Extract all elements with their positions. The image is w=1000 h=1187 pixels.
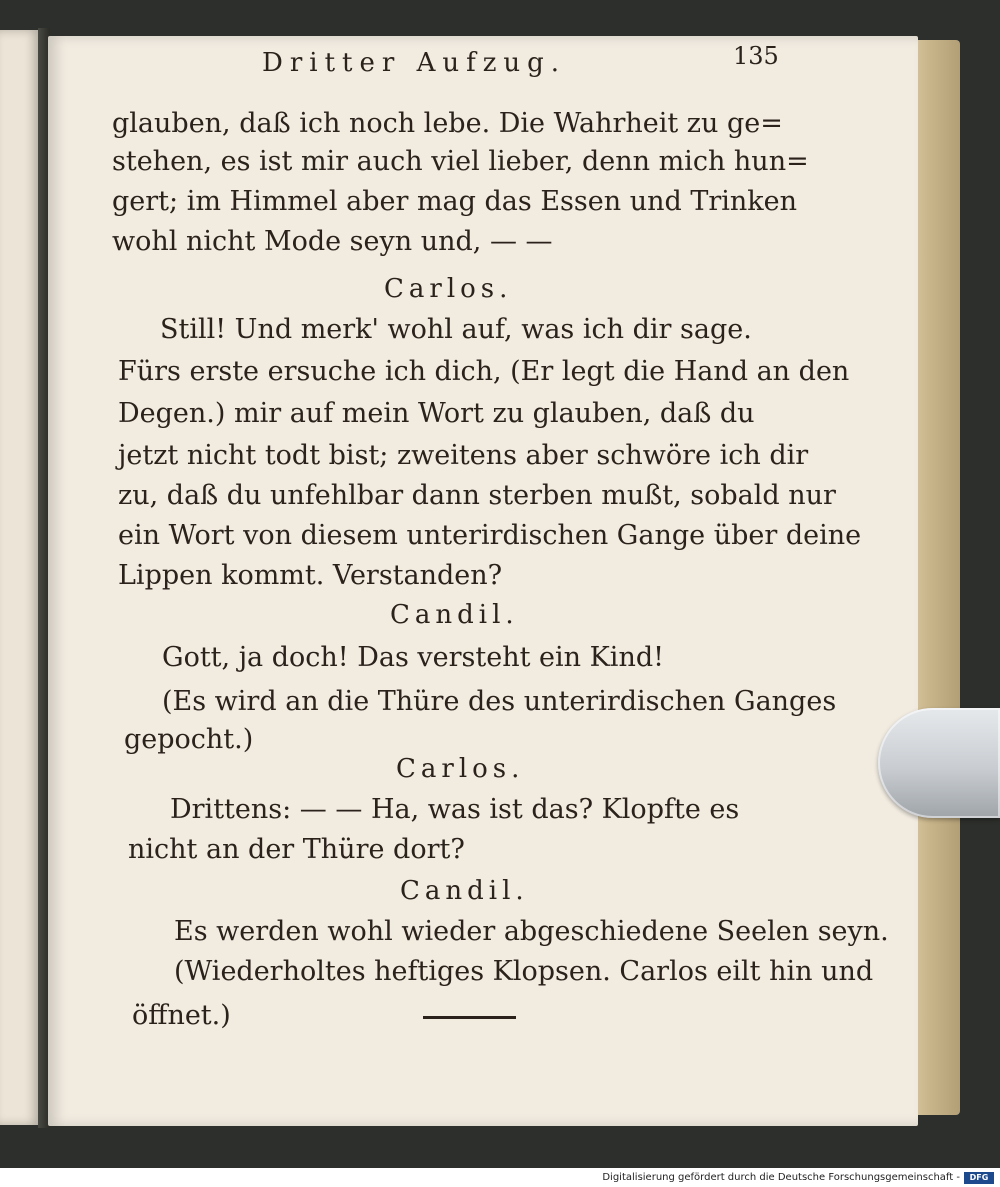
speaker-name: Carlos. xyxy=(384,274,513,304)
section-rule xyxy=(423,1016,516,1019)
speaker-name: Candil. xyxy=(400,876,529,906)
text-line: Fürs erste ersuche ich dich, (Er legt die Hand an den xyxy=(118,356,850,387)
text-line: Degen.) mir auf mein Wort zu glauben, daß du xyxy=(118,398,755,429)
text-line: Gott, ja doch! Das versteht ein Kind! xyxy=(162,642,664,673)
text-line: Still! Und merk' wohl auf, was ich dir sage. xyxy=(160,314,752,345)
stage-direction: (Es wird an die Thüre des unterirdischen Ganges xyxy=(162,686,837,717)
text-line: stehen, es ist mir auch viel lieber, denn mich hun= xyxy=(112,146,809,177)
text-line: ein Wort von diesem unterirdischen Gange über deine xyxy=(118,520,862,551)
text-line: jetzt nicht todt bist; zweitens aber schwöre ich dir xyxy=(118,440,809,471)
text-line: gert; im Himmel aber mag das Essen und Trinken xyxy=(112,186,798,217)
funding-credit: Digitalisierung gefördert durch die Deutsche Forschungsgemeinschaft - xyxy=(602,1172,960,1183)
text-line: zu, daß du unfehlbar dann sterben mußt, sobald nur xyxy=(118,480,836,511)
speaker-name: Carlos. xyxy=(396,754,525,784)
running-title: Dritter Aufzug. xyxy=(262,48,567,78)
stage-direction: (Wiederholtes heftiges Klopsen. Carlos eilt hin und xyxy=(174,956,874,987)
text-line: Lippen kommt. Verstanden? xyxy=(118,560,503,591)
text-line: glauben, daß ich noch lebe. Die Wahrheit zu ge= xyxy=(112,108,783,139)
text-line: wohl nicht Mode seyn und, — — xyxy=(112,226,553,257)
dfg-logo: DFG xyxy=(964,1172,994,1184)
speaker-name: Candil. xyxy=(390,600,519,630)
stage-direction: gepocht.) xyxy=(124,724,254,755)
stage-direction: öffnet.) xyxy=(132,1000,231,1031)
text-line: Drittens: — — Ha, was ist das? Klopfte es xyxy=(170,794,740,825)
text-line: nicht an der Thüre dort? xyxy=(128,834,465,865)
text-line: Es werden wohl wieder abgeschiedene Seelen seyn. xyxy=(174,916,889,947)
page-number: 135 xyxy=(733,42,779,70)
